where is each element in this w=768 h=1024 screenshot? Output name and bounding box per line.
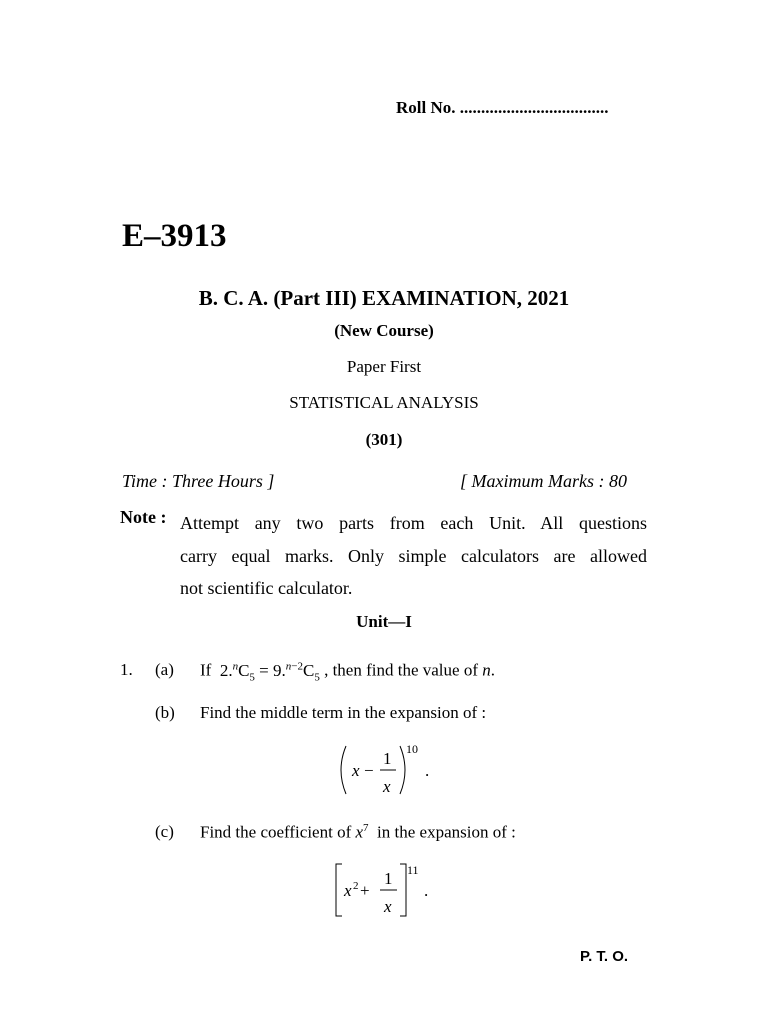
subject-title: STATISTICAL ANALYSIS: [289, 393, 479, 412]
svg-text:x: x: [352, 761, 360, 780]
svg-text:.: .: [425, 761, 430, 780]
part-c-text: Find the coefficient of $x^7$ in the expansion of :: [200, 822, 516, 842]
roll-number: Roll No. ...................................: [396, 98, 609, 117]
note-line-2: carry equal marks. Only simple calculators are allowed: [180, 545, 647, 566]
formula-binomial-1: [336, 740, 446, 805]
svg-text:10: 10: [406, 742, 418, 756]
svg-text:11: 11: [407, 863, 419, 877]
svg-text:.: .: [424, 881, 429, 900]
exam-title: B. C. A. (Part III) EXAMINATION, 2021: [198, 286, 570, 310]
course-label: (New Course): [334, 321, 434, 340]
equation-ncr: $2.^nC_5 = 9.^{n-2}C_5$: [215, 660, 320, 684]
maximum-marks: [ Maximum Marks : 80: [460, 471, 627, 491]
note-line-3: not scientific calculator.: [180, 578, 353, 598]
svg-text:1: 1: [384, 869, 393, 888]
svg-text:x: x: [384, 897, 392, 916]
formula-binomial-2: [330, 860, 450, 925]
paper-code: E–3913: [122, 218, 227, 254]
subject-code: (301): [365, 430, 403, 449]
question-number: 1.: [120, 660, 133, 679]
part-a-text: If $2.^nC_5 = 9.^{n-2}C_5$ , then find the value of n.: [200, 660, 495, 684]
part-b-label: (b): [155, 703, 175, 722]
note-text: [180, 507, 647, 605]
unit-heading: Unit—I: [356, 612, 412, 631]
svg-text:1: 1: [383, 749, 392, 768]
part-c-label: (c): [155, 822, 174, 841]
svg-text:2: 2: [353, 880, 359, 892]
svg-text:x: x: [344, 881, 352, 900]
svg-text:−: −: [364, 761, 374, 780]
time-allowed: Time : Three Hours ]: [122, 471, 275, 491]
please-turn-over: P. T. O.: [580, 948, 629, 965]
svg-text:+: +: [360, 881, 370, 900]
note-line-1: Attempt any two parts from each Unit. All questions: [180, 513, 647, 533]
part-a-label: (a): [155, 660, 174, 679]
svg-text:x: x: [383, 777, 391, 796]
note-label: Note :: [120, 507, 167, 527]
part-b-text: Find the middle term in the expansion of :: [200, 703, 487, 722]
paper-label: Paper First: [346, 357, 422, 376]
